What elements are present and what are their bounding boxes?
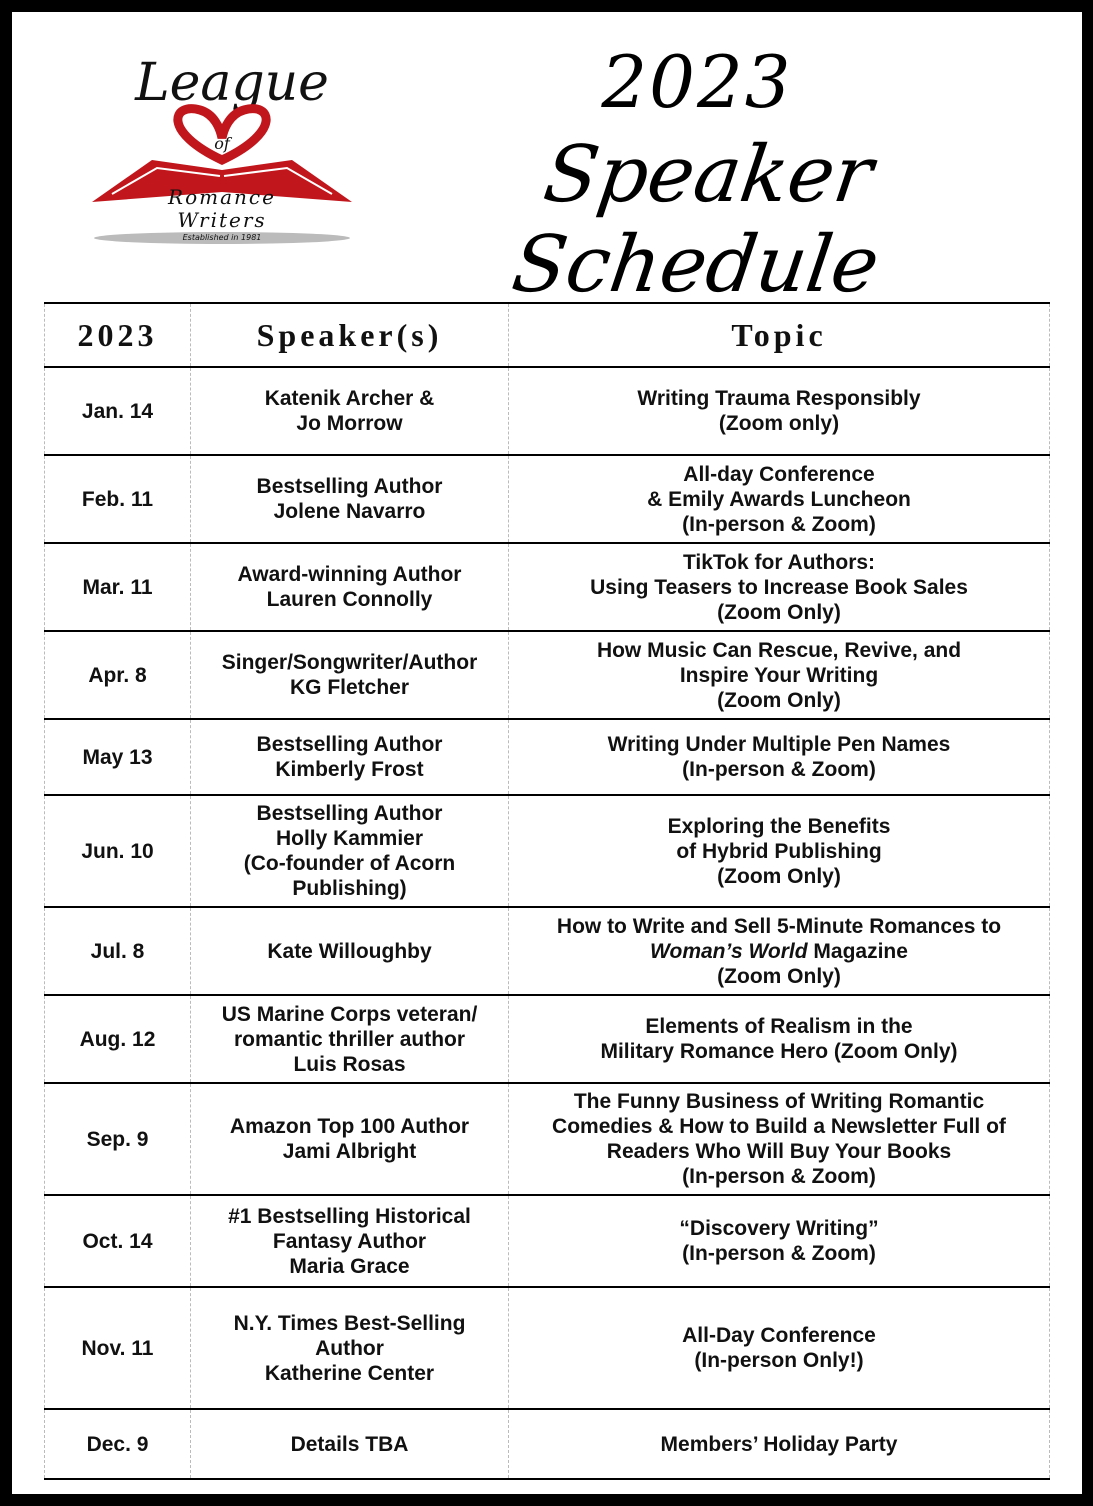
table-row bbox=[45, 719, 1050, 795]
header-speaker: Speaker(s) bbox=[191, 303, 509, 367]
title-main: Speaker Schedule bbox=[506, 130, 885, 310]
row-topic: Writing Trauma Responsibly (Zoom only) bbox=[509, 367, 1050, 455]
speaker-schedule-table bbox=[44, 302, 1050, 1480]
logo-word-of: of bbox=[214, 134, 230, 153]
row-date: Jan. 14 bbox=[45, 367, 191, 455]
table-row bbox=[45, 795, 1050, 907]
table-row bbox=[45, 631, 1050, 719]
table-row bbox=[45, 1409, 1050, 1479]
magazine-title: Woman’s World bbox=[650, 939, 808, 963]
row-topic: Exploring the Benefits of Hybrid Publishing (Zoom Only) bbox=[509, 795, 1050, 907]
logo-word-writers: Writers bbox=[177, 208, 267, 232]
row-date: May 13 bbox=[45, 719, 191, 795]
league-of-romance-writers-logo bbox=[72, 42, 372, 262]
table-row bbox=[45, 367, 1050, 455]
row-date: Oct. 14 bbox=[45, 1195, 191, 1287]
row-speaker: #1 Bestselling Historical Fantasy Author Maria Grace bbox=[191, 1195, 509, 1287]
row-topic: How to Write and Sell 5-Minute Romances to Woman’s World Magazine (Zoom Only) bbox=[509, 907, 1050, 995]
row-topic: Elements of Realism in the Military Romance Hero (Zoom Only) bbox=[509, 995, 1050, 1083]
row-speaker: Bestselling Author Jolene Navarro bbox=[191, 455, 509, 543]
table-row bbox=[45, 1083, 1050, 1195]
row-date: Feb. 11 bbox=[45, 455, 191, 543]
row-topic: How Music Can Rescue, Revive, and Inspire Your Writing (Zoom Only) bbox=[509, 631, 1050, 719]
row-date: Sep. 9 bbox=[45, 1083, 191, 1195]
row-speaker: Amazon Top 100 Author Jami Albright bbox=[191, 1083, 509, 1195]
row-speaker: Award-winning Author Lauren Connolly bbox=[191, 543, 509, 631]
row-speaker: Katenik Archer & Jo Morrow bbox=[191, 367, 509, 455]
logo-word-romance: Romance bbox=[168, 185, 276, 209]
logo-word-league: League bbox=[135, 53, 329, 113]
row-speaker: US Marine Corps veteran/ romantic thriller author Luis Rosas bbox=[191, 995, 509, 1083]
row-speaker: Bestselling Author Kimberly Frost bbox=[191, 719, 509, 795]
row-date: Jul. 8 bbox=[45, 907, 191, 995]
row-speaker: Kate Willoughby bbox=[191, 907, 509, 995]
row-speaker: Details TBA bbox=[191, 1409, 509, 1479]
table-row bbox=[45, 907, 1050, 995]
row-topic: Members’ Holiday Party bbox=[509, 1409, 1050, 1479]
table-row bbox=[45, 543, 1050, 631]
row-date: Aug. 12 bbox=[45, 995, 191, 1083]
row-topic: All-day Conference & Emily Awards Luncheon (In-person & Zoom) bbox=[509, 455, 1050, 543]
row-date: Jun. 10 bbox=[45, 795, 191, 907]
row-topic: “Discovery Writing” (In-person & Zoom) bbox=[509, 1195, 1050, 1287]
schedule-page bbox=[12, 12, 1082, 1494]
row-date: Nov. 11 bbox=[45, 1287, 191, 1409]
row-topic: Writing Under Multiple Pen Names (In-person & Zoom) bbox=[509, 719, 1050, 795]
row-date: Mar. 11 bbox=[45, 543, 191, 631]
row-speaker: Singer/Songwriter/Author KG Fletcher bbox=[191, 631, 509, 719]
row-date: Apr. 8 bbox=[45, 631, 191, 719]
logo-established: Established in 1981 bbox=[182, 233, 262, 242]
table-row bbox=[45, 1195, 1050, 1287]
table-row bbox=[45, 995, 1050, 1083]
header-topic: Topic bbox=[509, 303, 1050, 367]
row-speaker: Bestselling Author Holly Kammier (Co-founder of Acorn Publishing) bbox=[191, 795, 509, 907]
header-date: 2023 bbox=[45, 303, 191, 367]
row-topic: TikTok for Authors: Using Teasers to Increase Book Sales (Zoom Only) bbox=[509, 543, 1050, 631]
table-row bbox=[45, 455, 1050, 543]
row-date: Dec. 9 bbox=[45, 1409, 191, 1479]
row-topic: The Funny Business of Writing Romantic Comedies & How to Build a Newsletter Full of Readers Who Will Buy Your Books (In-person & Zoom) bbox=[509, 1083, 1050, 1195]
table-row bbox=[45, 1287, 1050, 1409]
row-speaker: N.Y. Times Best-Selling Author Katherine Center bbox=[191, 1287, 509, 1409]
table-header-row bbox=[45, 303, 1050, 367]
row-topic: All-Day Conference (In-person Only!) bbox=[509, 1287, 1050, 1409]
title-year: 2023 bbox=[601, 40, 793, 124]
